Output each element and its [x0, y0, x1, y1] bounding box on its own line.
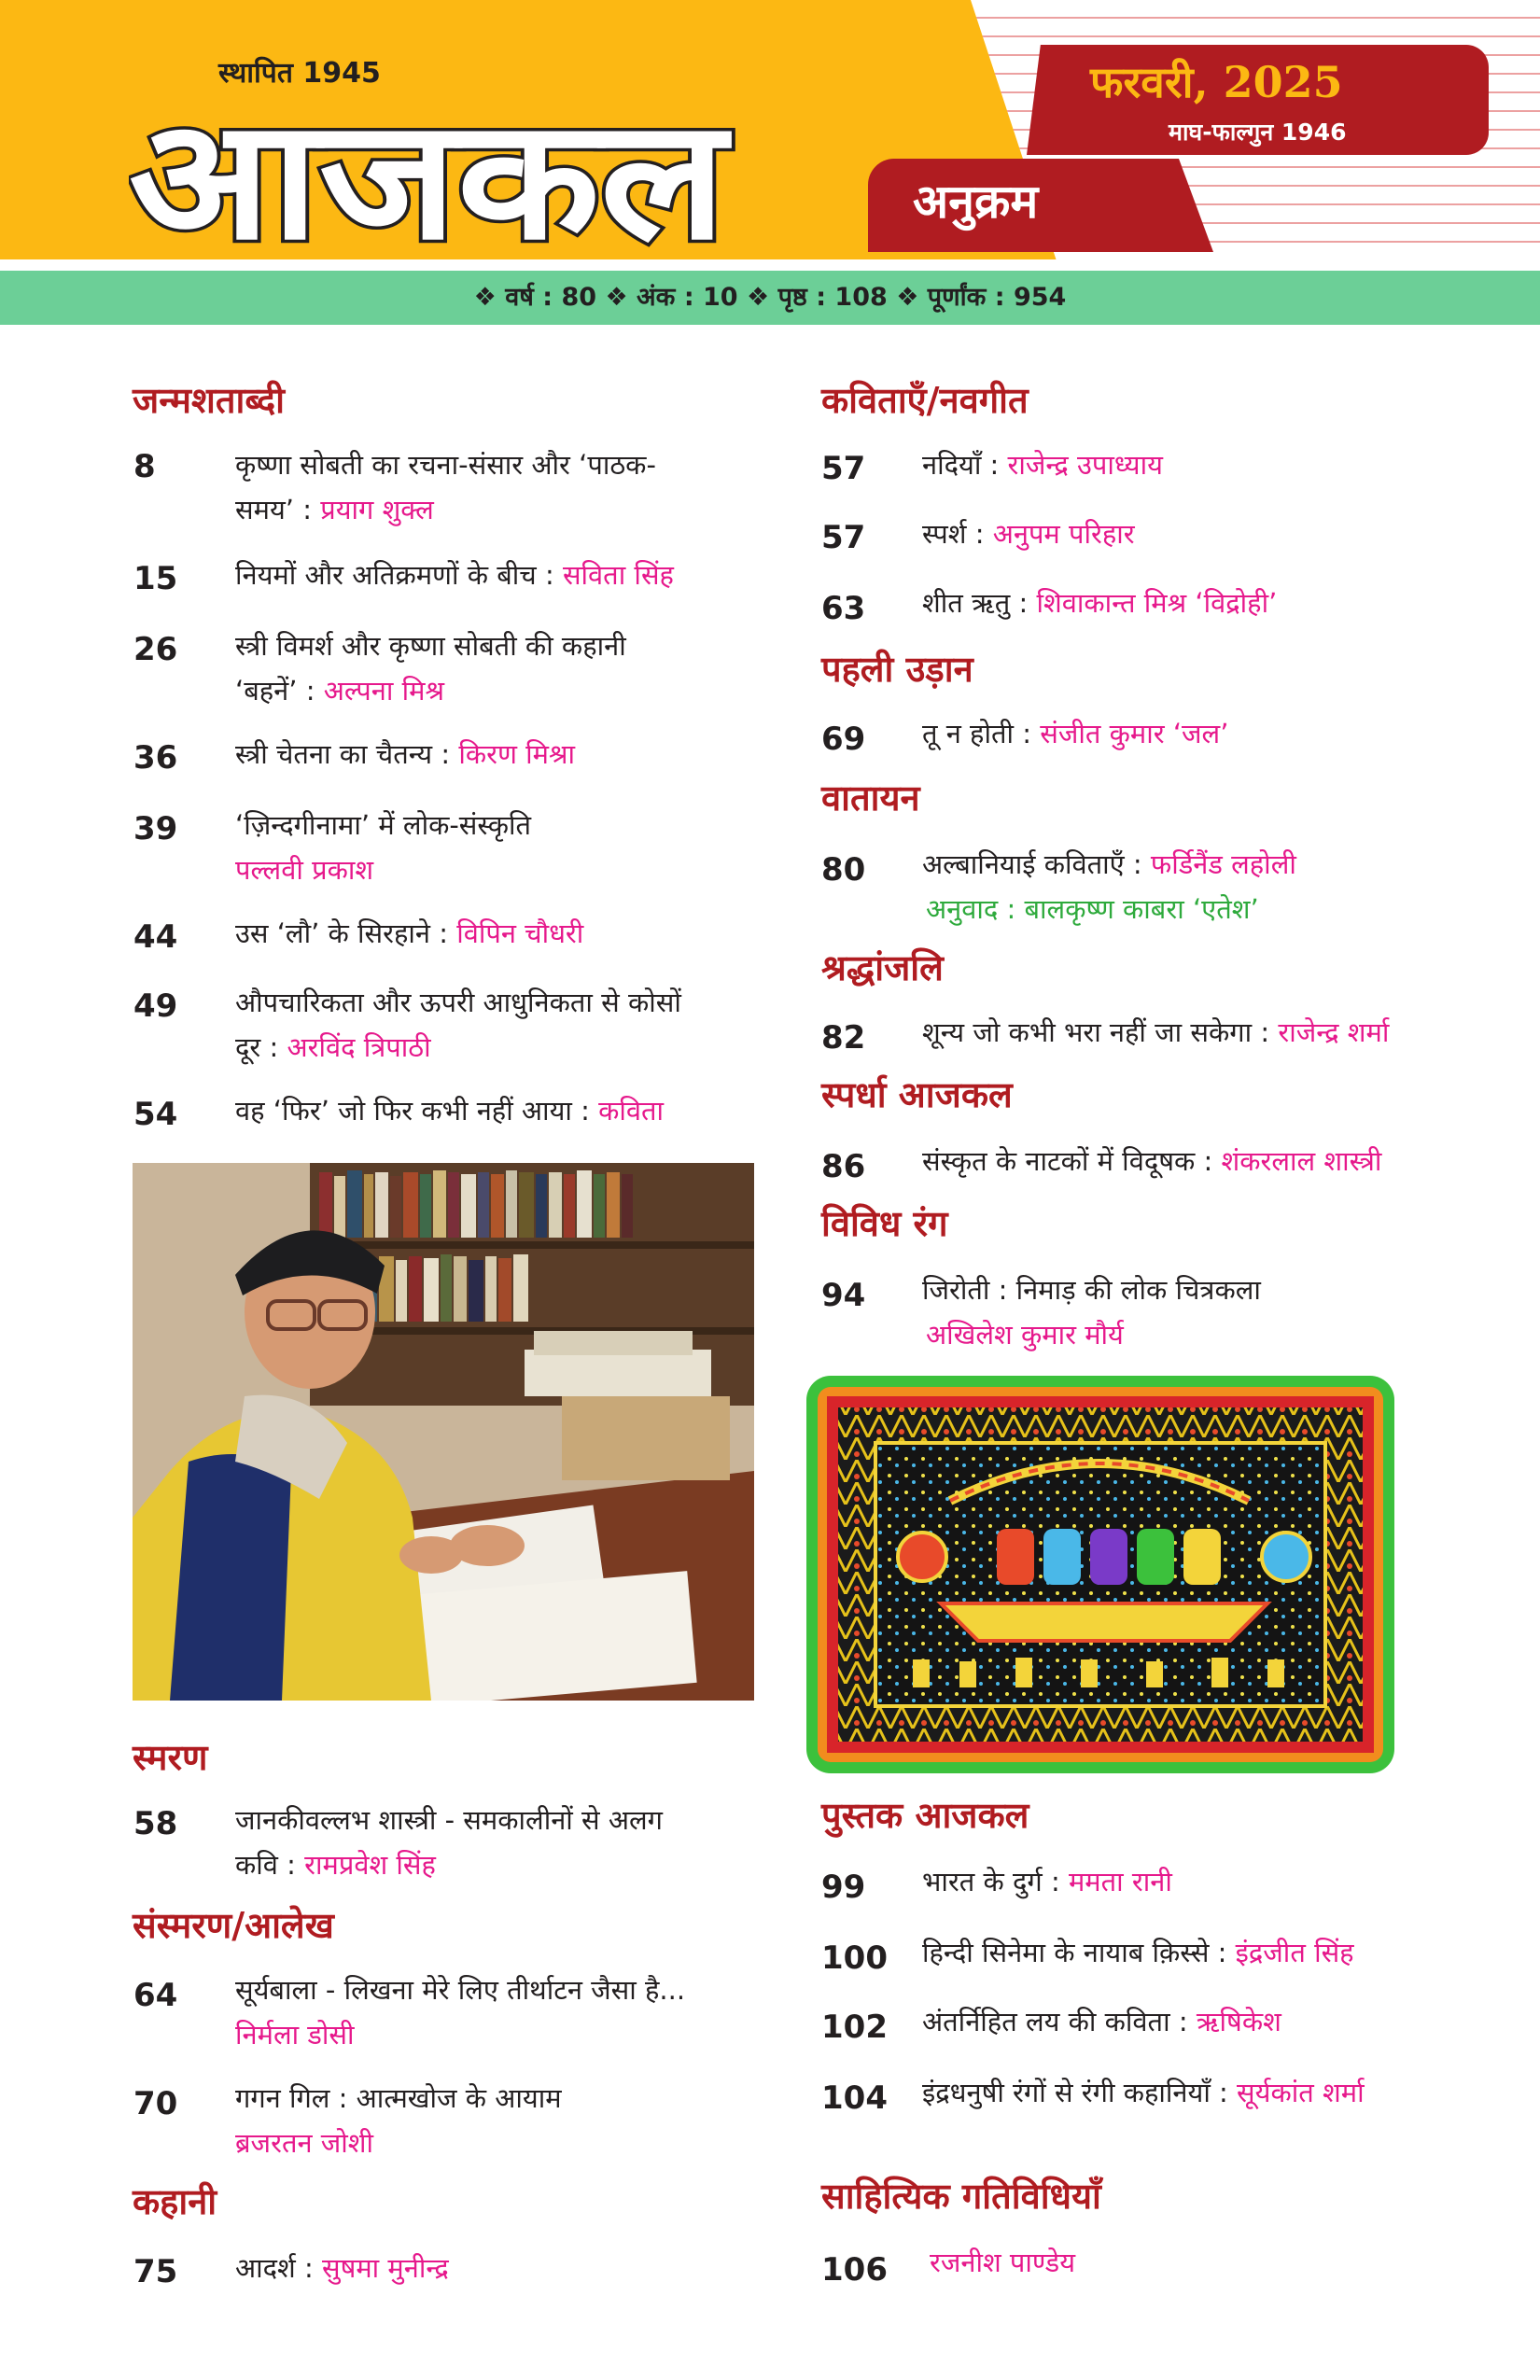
entry-title: शून्य जो कभी भरा नहीं जा सकेगा : राजेन्द्र शर्मा	[922, 1016, 1390, 1048]
author: निर्मला डोसी	[235, 2019, 355, 2051]
author: ऋषिकेश	[1196, 2006, 1281, 2037]
issue-info: ❖ वर्ष : 80 ❖ अंक : 10 ❖ पृष्ठ : 108 ❖ पूर्णांक : 954	[473, 283, 1067, 312]
page-number: 102	[821, 2009, 888, 2046]
entry-title: नदियाँ : राजेन्द्र उपाध्याय	[922, 449, 1163, 481]
page-number: 58	[133, 1805, 178, 1842]
author: कविता	[598, 1095, 665, 1127]
contents-title: अनुक्रम	[913, 175, 1039, 229]
section-spardha: स्पर्धा आजकल	[821, 1074, 1013, 1115]
entry-title: ‘ज़िन्दगीनामा’ में लोक-संस्कृति	[235, 809, 532, 841]
entry-title: संस्कृत के नाटकों में विदूषक : शंकरलाल शास्त्री	[922, 1145, 1382, 1177]
section-sansmaran: संस्मरण/आलेख	[133, 1905, 334, 1946]
author: रजनीश पाण्डेय	[930, 2247, 1076, 2278]
entry-title: जिरोती : निमाड़ की लोक चित्रकला	[922, 1274, 1261, 1306]
entry-title: आदर्श : सुषमा मुनीन्द्र	[235, 2252, 449, 2284]
author: ब्रजरतन जोशी	[235, 2127, 374, 2159]
entry-title: भारत के दुर्ग : ममता रानी	[922, 1866, 1172, 1897]
logo-text: आजकल	[129, 90, 732, 258]
entry-title: स्पर्श : अनुपम परिहार	[922, 518, 1135, 550]
entry-title: अल्बानियाई कविताएँ : फर्डिनैंड लहोली	[922, 848, 1296, 880]
author: शंकरलाल शास्त्री	[1221, 1145, 1382, 1177]
section-pahli-udaan: पहली उड़ान	[821, 649, 973, 690]
page-number: 106	[821, 2251, 888, 2289]
author: शिवाकान्त मिश्र ‘विद्रोही’	[1036, 587, 1278, 619]
page-number: 8	[133, 448, 156, 485]
issue-month: फरवरी, 2025	[1090, 57, 1343, 107]
author: इंद्रजीत सिंह	[1235, 1937, 1354, 1968]
entry-title: तू न होती : संजीत कुमार ‘जल’	[922, 718, 1229, 749]
section-sahityik: साहित्यिक गतिविधियाँ	[821, 2176, 1101, 2217]
page-number: 86	[821, 1148, 866, 1185]
page-number: 80	[821, 851, 866, 889]
author: राजेन्द्र उपाध्याय	[1007, 449, 1163, 481]
page-number: 64	[133, 1977, 178, 2014]
page-number: 94	[821, 1277, 866, 1314]
entry-title: गगन गिल : आत्मखोज के आयाम	[235, 2082, 562, 2114]
author: किरण मिश्रा	[458, 738, 576, 770]
page-number: 36	[133, 739, 178, 777]
author: अरविंद त्रिपाठी	[287, 1031, 431, 1063]
section-shraddhanjali: श्रद्धांजलि	[821, 947, 944, 988]
page-number: 44	[133, 918, 178, 956]
author: अखिलेश कुमार मौर्य	[926, 1319, 1124, 1351]
section-kahani: कहानी	[133, 2181, 217, 2222]
portrait-photo	[133, 1163, 754, 1701]
entry-title-cont: ‘बहनें’ : अल्पना मिश्र	[235, 675, 444, 707]
page-number: 75	[133, 2253, 178, 2290]
entry-title: औपचारिकता और ऊपरी आधुनिकता से कोसों	[235, 987, 681, 1018]
entry-title: वह ‘फिर’ जो फिर कभी नहीं आया : कविता	[235, 1095, 665, 1127]
page-number: 99	[821, 1869, 866, 1906]
author: अनुपम परिहार	[992, 518, 1135, 550]
author: अल्पना मिश्र	[323, 675, 444, 707]
author: सूर्यकांत शर्मा	[1237, 2077, 1365, 2108]
page-number: 39	[133, 810, 178, 847]
author: फर्डिनैंड लहोली	[1150, 848, 1296, 880]
author: राजेन्द्र शर्मा	[1278, 1016, 1390, 1048]
section-janmashatabdi: जन्मशताब्दी	[133, 380, 286, 421]
author: विपिन चौधरी	[456, 917, 584, 949]
established-year: स्थापित 1945	[218, 57, 381, 90]
translator: अनुवाद : बालकृष्ण काबरा ‘एतेश’	[926, 893, 1259, 925]
author: सुषमा मुनीन्द्र	[321, 2252, 449, 2284]
section-pustak: पुस्तक आजकल	[821, 1795, 1029, 1836]
author: पल्लवी प्रकाश	[235, 854, 374, 886]
section-vividh: विविध रंग	[821, 1203, 948, 1244]
author: सविता सिंह	[562, 559, 674, 591]
section-kavitayen: कविताएँ/नवगीत	[821, 380, 1029, 421]
page-number: 15	[133, 560, 178, 597]
entry-title-cont: दूर : अरविंद त्रिपाठी	[235, 1031, 431, 1063]
entry-title: उस ‘लौ’ के सिरहाने : विपिन चौधरी	[235, 917, 584, 949]
entry-title: नियमों और अतिक्रमणों के बीच : सविता सिंह	[235, 559, 674, 591]
page-number: 100	[821, 1939, 888, 1977]
issue-samvat: माघ-फाल्गुन 1946	[1169, 119, 1347, 146]
page-number: 69	[821, 721, 866, 758]
entry-title: स्त्री विमर्श और कृष्णा सोबती की कहानी	[235, 630, 626, 662]
entry-title: कृष्णा सोबती का रचना-संसार और ‘पाठक-	[235, 449, 656, 481]
entry-title-cont: कवि : रामप्रवेश सिंह	[235, 1849, 436, 1881]
entry-title: हिन्दी सिनेमा के नायाब क़िस्से : इंद्रजीत सिंह	[922, 1937, 1354, 1968]
author: रामप्रवेश सिंह	[304, 1849, 436, 1881]
entry-title: जानकीवल्लभ शास्त्री - समकालीनों से अलग	[235, 1804, 664, 1836]
section-smaran: स्मरण	[133, 1737, 208, 1778]
entry-title: अंतर्निहित लय की कविता : ऋषिकेश	[922, 2006, 1281, 2037]
entry-title: शीत ऋतु : शिवाकान्त मिश्र ‘विद्रोही’	[922, 587, 1278, 619]
magazine-logo	[129, 90, 735, 258]
page-number: 54	[133, 1096, 178, 1133]
folk-painting	[801, 1370, 1400, 1779]
section-vatayan: वातायन	[821, 777, 920, 819]
entry-title: इंद्रधनुषी रंगों से रंगी कहानियाँ : सूर्यकांत शर्मा	[922, 2077, 1365, 2108]
entry-title: सूर्यबाला - लिखना मेरे लिए तीर्थाटन जैसा है...	[235, 1974, 686, 2006]
page-number: 57	[821, 450, 866, 487]
author: संजीत कुमार ‘जल’	[1040, 718, 1229, 749]
page-number: 49	[133, 987, 178, 1025]
entry-title-cont: समय’ : प्रयाग शुक्ल	[235, 494, 434, 525]
author: प्रयाग शुक्ल	[320, 494, 434, 525]
entry-title	[930, 2244, 1075, 2280]
page-number: 57	[821, 519, 866, 556]
page-number: 82	[821, 1019, 866, 1057]
author: ममता रानी	[1068, 1866, 1172, 1897]
page-number: 63	[821, 590, 866, 627]
entry-title: स्त्री चेतना का चैतन्य : किरण मिश्रा	[235, 738, 576, 770]
page-number: 104	[821, 2079, 888, 2117]
page-number: 26	[133, 631, 178, 668]
page-number: 70	[133, 2085, 178, 2122]
